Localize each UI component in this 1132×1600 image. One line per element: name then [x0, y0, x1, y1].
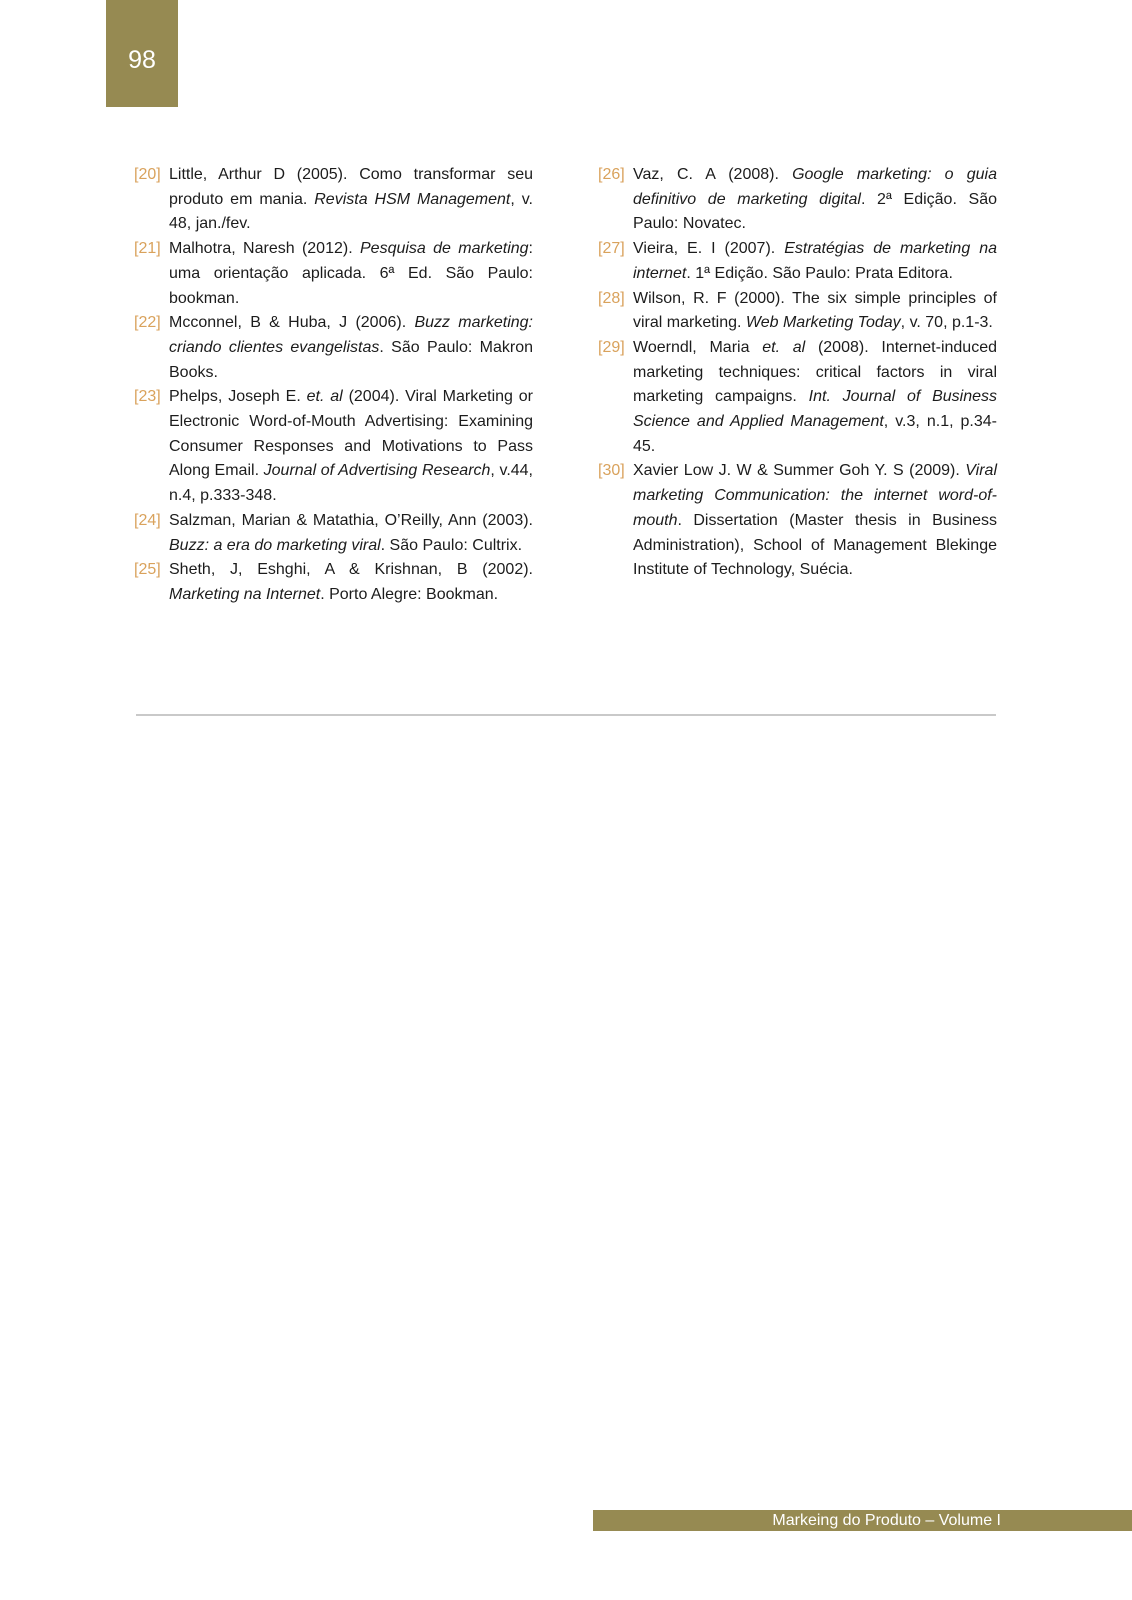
section-divider [136, 714, 996, 716]
footer-bar [593, 1510, 1132, 1531]
reference-title-italic: Revista HSM Management [314, 190, 511, 208]
reference-text [169, 558, 533, 607]
reference-item [134, 163, 533, 237]
reference-number: [22] [134, 314, 161, 332]
reference-text-segment: , v. 48, jan./fev. [169, 190, 533, 233]
reference-text [169, 163, 533, 237]
reference-title-italic: Journal of Advertising Research [263, 462, 491, 480]
reference-title-italic: et. al [306, 388, 343, 406]
reference-text [169, 509, 533, 558]
reference-text-segment: Sheth, J, Eshghi, A & Krishnan, B (2002). [169, 561, 533, 579]
reference-text [169, 385, 533, 509]
reference-number: [23] [134, 388, 161, 406]
references-right-column [598, 163, 997, 583]
reference-text-segment: , v.3, n.1, p.34-45. [633, 413, 997, 455]
reference-text-segment: Mcconnel, B & Huba, J (2006). [169, 314, 415, 332]
reference-number: [29] [598, 338, 625, 356]
reference-title-italic: Google marketing: o guia definitivo de marketing digital [633, 166, 997, 208]
reference-item [134, 237, 533, 311]
reference-item [134, 385, 533, 509]
reference-title-italic: Buzz marketing: criando clientes evangelistas [169, 314, 533, 356]
reference-text-segment: Phelps, Joseph E. [169, 388, 307, 406]
reference-text-segment: , v.44, n.4, p.333-348. [169, 462, 534, 505]
reference-text-segment: Vieira, E. I (2007). [633, 240, 785, 258]
reference-title-italic: Estratégias de marketing na internet [633, 240, 997, 282]
footer-title: Markeing do Produto – Volume I [772, 1512, 1001, 1529]
reference-title-italic: Int. Journal of Business Science and Applied Management [633, 388, 997, 431]
reference-text-segment: . São Paulo: Makron Books. [169, 338, 534, 381]
reference-text [633, 287, 997, 336]
reference-number: [24] [134, 511, 161, 529]
reference-item [134, 558, 533, 607]
reference-item [598, 237, 997, 286]
reference-text-segment: (2004). Viral Marketing or Electronic Word-of-Mouth Advertising: Examining Consumer Responses and Motivations to Pass Along Email. [169, 388, 533, 480]
reference-text [633, 459, 997, 583]
reference-text-segment: Little, Arthur D (2005). Como transformar seu produto em mania. [169, 166, 533, 208]
reference-item [134, 509, 533, 558]
page-number: 98 [128, 46, 156, 74]
reference-text-segment: Malhotra, Naresh (2012). [169, 240, 360, 258]
reference-title-italic: Viral marketing Communication: the internet word-of-mouth [633, 462, 997, 529]
reference-text-segment: . Dissertation (Master thesis in Business Administration), School of Management Blekinge Institute of Technology, Suécia. [633, 511, 997, 579]
reference-number: [28] [598, 289, 625, 307]
reference-item [134, 311, 533, 385]
reference-text-segment: (2008). Internet-induced marketing techniques: critical factors in viral marketing campaigns. [633, 338, 998, 406]
reference-text-segment: , v. 70, p.1-3. [900, 314, 993, 332]
reference-text-segment: . 2ª Edição. São Paulo: Novatec. [633, 190, 997, 233]
reference-text [633, 237, 997, 286]
references-left-column [134, 163, 533, 608]
reference-item [598, 163, 997, 237]
reference-text-segment: Wilson, R. F (2000). The six simple principles of viral marketing. [633, 289, 997, 332]
reference-number: [21] [134, 240, 161, 258]
reference-number: [26] [598, 166, 625, 183]
reference-text-segment: Xavier Low J. W & Summer Goh Y. S (2009). [633, 462, 966, 480]
reference-text-segment: . São Paulo: Cultrix. [380, 536, 523, 554]
reference-text-segment: : uma orientação aplicada. 6ª Ed. São Paulo: bookman. [169, 240, 533, 307]
reference-text-segment: . Porto Alegre: Bookman. [320, 585, 499, 603]
reference-text-segment: Salzman, Marian & Matathia, O’Reilly, Ann (2003). [169, 511, 533, 529]
reference-text [169, 237, 533, 311]
reference-number: [27] [598, 240, 625, 258]
reference-text-segment: . 1ª Edição. São Paulo: Prata Editora. [686, 264, 953, 282]
reference-text-segment: Woerndl, Maria [633, 338, 763, 356]
page-number-tab [106, 0, 178, 107]
reference-title-italic: Buzz: a era do marketing viral [169, 536, 381, 554]
reference-item [598, 459, 997, 583]
reference-title-italic: et. al [762, 338, 806, 356]
reference-title-italic: Web Marketing Today [745, 314, 901, 332]
reference-text-segment: Vaz, C. A (2008). [633, 166, 793, 183]
reference-title-italic: Marketing na Internet [169, 585, 321, 603]
reference-text [633, 336, 997, 460]
reference-title-italic: Pesquisa de marketing [360, 240, 529, 258]
reference-number: [25] [134, 561, 161, 579]
reference-item [598, 287, 997, 336]
reference-text [633, 163, 997, 237]
reference-text [169, 311, 533, 385]
reference-number: [20] [134, 166, 161, 183]
reference-item [598, 336, 997, 460]
reference-number: [30] [598, 462, 625, 480]
